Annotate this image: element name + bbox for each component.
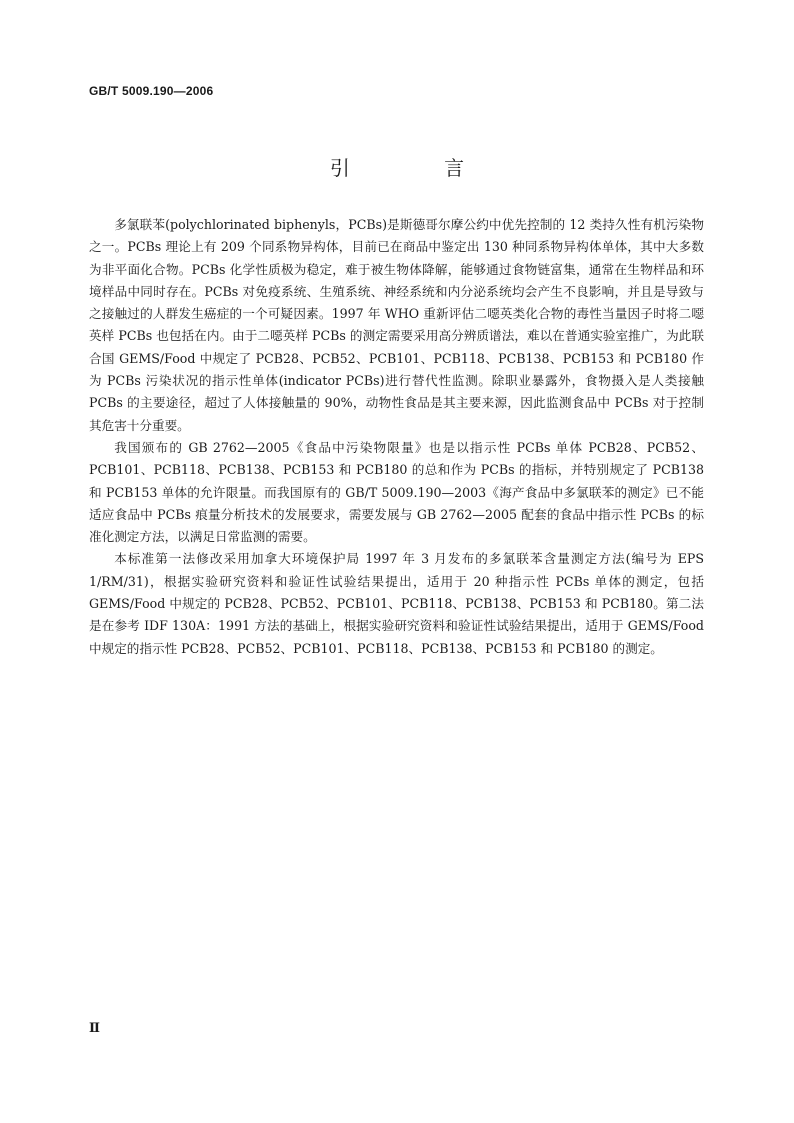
page-title: 引 言 xyxy=(329,156,509,180)
paragraph-3: 本标准第一法修改采用加拿大环境保护局 1997 年 3 月发布的多氯联苯含量测定方法(编号为 EPS 1/RM/31)，根据实验研究资料和验证性试验结果提出，适用于 20 种指示性 PCBs 单体的测定，包括 GEMS/Food 中规定的 PCB28、PCB52、PCB101、PCB118、PCB138、PCB153 和 PCB180。第二法是在参考 IDF 130A：1991 方法的基础上，根据实验研究资料和验证性试验结果提出，适用于 GEMS/Food 中规定的指示性 PCB28、PCB52、PCB101、PCB118、PCB138、PCB153 和 PCB180 的测定。 xyxy=(89,551,704,656)
body-text xyxy=(89,214,704,660)
paragraph-2: 我国颁布的 GB 2762—2005《食品中污染物限量》也是以指示性 PCBs 单体 PCB28、PCB52、PCB101、PCB118、PCB138、PCB153 和 PCB180 的总和作为 PCBs 的指标，并特别规定了 PCB138 和 PCB153 单体的允许限量。而我国原有的 GB/T 5009.190—2003《海产食品中多氯联苯的测定》已不能适应食品中 PCBs 痕量分析技术的发展要求，需要发展与 GB 2762—2005 配套的食品中指示性 PCBs 的标准化测定方法，以满足日常监测的需要。 xyxy=(89,439,704,545)
page-number: Ⅱ xyxy=(89,1021,100,1036)
standard-code: GB/T 5009.190—2006 xyxy=(89,84,214,98)
paragraph-1: 多氯联苯(polychlorinated biphenyls，PCBs)是斯德哥尔摩公约中优先控制的 12 类持久性有机污染物之一。PCBs 理论上有 209 个同系物异构体，目前已在商品中鉴定出 130 种同系物异构体单体，其中大多数为非平面化合物。PCBs 化学性质极为稳定，难于被生物体降解，能够通过食物链富集，通常在生物样品和环境样品中同时存在。PCBs 对免疫系统、生殖系统、神经系统和内分泌系统均会产生不良影响，并且是导致与之接触过的人群发生癌症的一个可疑因素。1997 年 WHO 重新评估二噁英类化合物的毒性当量因子时将二噁英样 PCBs 也包括在内。由于二噁英样 PCBs 的测定需要采用高分辨质谱法，难以在普通实验室推广，为此联合国 GEMS/Food 中规定了 PCB28、PCB52、PCB101、PCB118、PCB138、PCB153 和 PCB180 作为 PCBs 污染状况的指示性单体(indicator PCBs)进行替代性监测。除职业暴露外，食物摄入是人类接触 PCBs 的主要途径，超过了人体接触量的 90%，动物性食品是其主要来源，因此监测食品中 PCBs 对于控制其危害十分重要。 xyxy=(89,217,704,433)
